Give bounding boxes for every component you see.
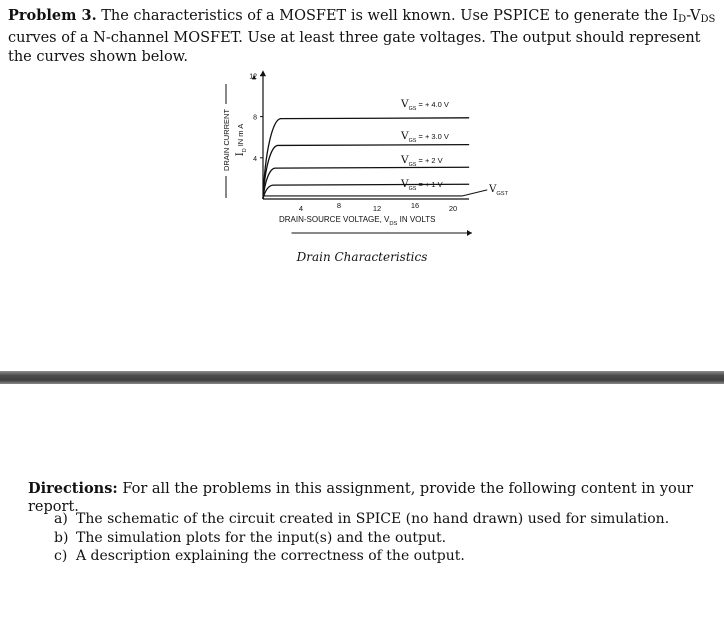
chart-title: Drain Characteristics — [296, 250, 428, 264]
list-marker: b) — [54, 529, 69, 546]
list-item — [54, 510, 669, 529]
x-tick-label: 8 — [336, 201, 342, 210]
curve-label-2: $V_{GS}$ = + 3.0 V — [401, 130, 449, 144]
problem-text-2: -V — [686, 8, 701, 24]
list-item-text: The simulation plots for the input(s) and the output. — [76, 529, 447, 546]
problem-label: Problem 3. — [8, 7, 97, 24]
drain-characteristics-chart — [0, 0, 724, 300]
list-item — [54, 529, 669, 548]
list-marker: a) — [54, 511, 68, 527]
threshold-label: $V_{GST}$ — [489, 183, 509, 197]
threshold-leader-line — [463, 190, 488, 196]
chart-curves — [263, 118, 487, 199]
x-tick-label: 16 — [410, 201, 420, 210]
section-divider — [0, 371, 724, 384]
list-item-text: The schematic of the circuit created in SPICE (no hand drawn) used for simulation. — [76, 511, 670, 527]
y-tick-label: 4 — [253, 155, 257, 163]
x-tick-label: 12 — [372, 204, 382, 213]
directions-list — [54, 510, 669, 566]
x-tick-label: 20 — [448, 204, 458, 213]
list-item-text: A description explaining the correctness of the output. — [76, 548, 465, 564]
directions-text: For all the problems in this assignment, provide the following content in your report. — [28, 481, 694, 515]
curve-label-4: $V_{GS}$ = + 1 V — [401, 178, 443, 192]
problem-sub-ds: DS — [700, 14, 716, 25]
y-axis-title: $I_D$ IN m A — [235, 123, 248, 157]
directions-label: Directions: — [28, 480, 118, 497]
drain-curve-2 — [263, 145, 469, 199]
y-tick-label: 8 — [253, 114, 257, 122]
x-tick-label: 4 — [298, 204, 304, 213]
y-axis-title-top: DRAIN CURRENT — [222, 108, 231, 172]
x-axis-title-arrow-icon — [467, 230, 472, 236]
problem-sub-d: D — [678, 14, 687, 25]
curve-label-3: $V_{GS}$ = + 2 V — [401, 154, 443, 168]
curve-label-1: $V_{GS}$ = + 4.0 V — [401, 98, 449, 112]
problem-text-3: curves of a N-channel MOSFET. Use at least three gate voltages. The output should represent the curves shown below. — [8, 30, 701, 65]
problem-text-1: The characteristics of a MOSFET is well known. Use PSPICE to generate the I — [96, 8, 679, 24]
list-item — [54, 547, 669, 566]
list-marker: c) — [54, 548, 68, 564]
x-axis-title: DRAIN-SOURCE VOLTAGE, $V_{DS}$ IN VOLTS — [279, 215, 436, 227]
y-tick-label: 12 — [249, 73, 257, 81]
chart-axes — [226, 70, 472, 236]
